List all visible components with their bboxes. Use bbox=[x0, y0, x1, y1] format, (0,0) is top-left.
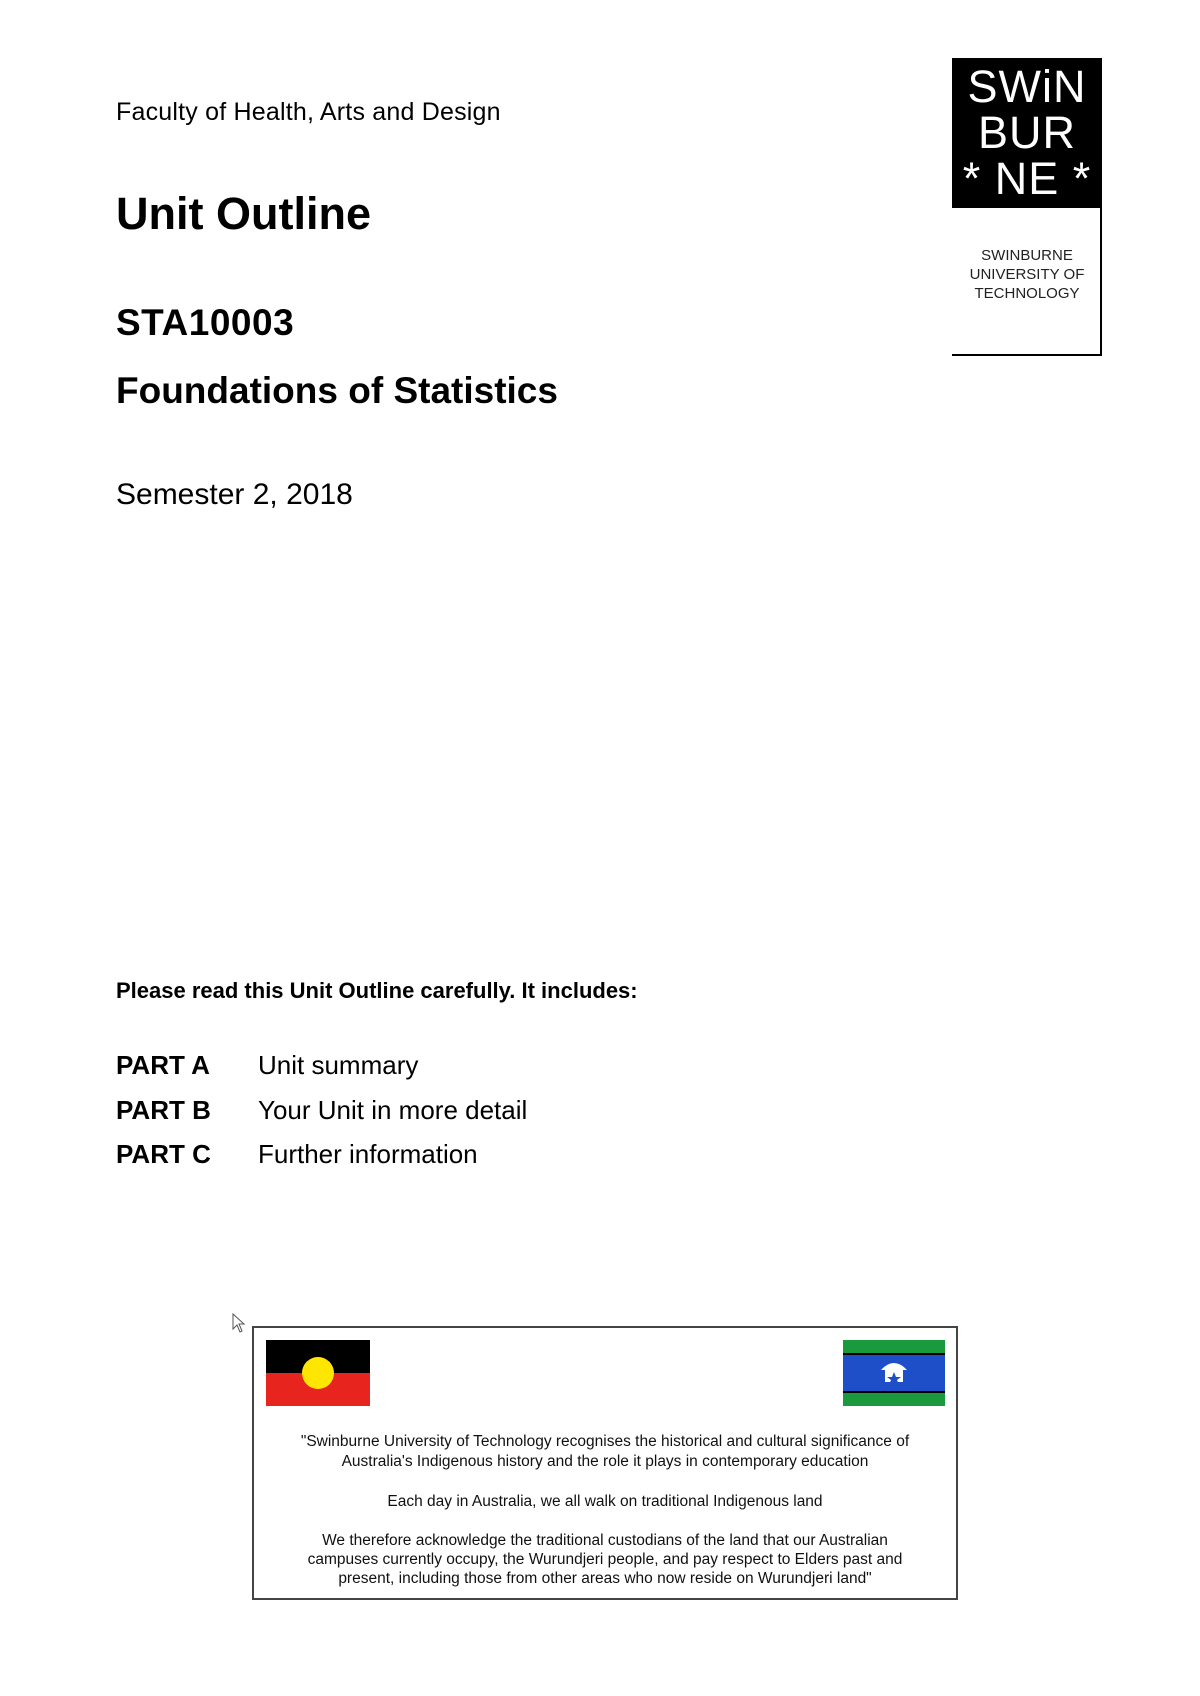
part-description: Further information bbox=[258, 1139, 478, 1169]
part-label: PART C bbox=[116, 1139, 211, 1169]
part-label: PART A bbox=[116, 1050, 210, 1080]
faculty-name: Faculty of Health, Arts and Design bbox=[116, 98, 501, 126]
acknowledgement-line: We therefore acknowledge the traditional custodians of the land that our Australian bbox=[322, 1532, 888, 1549]
logo-sub-2: UNIVERSITY OF bbox=[969, 266, 1085, 283]
logo-line-2: BUR bbox=[977, 107, 1076, 158]
logo-subtitle-panel bbox=[952, 208, 1102, 356]
torres-strait-islander-flag-icon bbox=[843, 1340, 945, 1406]
unit-code: STA10003 bbox=[116, 302, 295, 343]
logo-line-1: SWiN bbox=[967, 61, 1087, 112]
acknowledgement-line: Australia's Indigenous history and the role it plays in contemporary education bbox=[341, 1453, 869, 1470]
logo-sub-1: SWINBURNE bbox=[981, 247, 1073, 264]
aboriginal-flag-icon bbox=[266, 1340, 370, 1406]
part-description: Your Unit in more detail bbox=[258, 1095, 528, 1125]
acknowledgement-line: "Swinburne University of Technology recognises the historical and cultural significance of bbox=[300, 1433, 910, 1450]
part-label: PART B bbox=[116, 1095, 211, 1125]
university-logo bbox=[952, 58, 1102, 356]
part-description: Unit summary bbox=[258, 1050, 419, 1080]
logo-line-3: * NE * bbox=[962, 153, 1092, 204]
part-row-b bbox=[116, 1095, 816, 1129]
unit-name: Foundations of Statistics bbox=[116, 370, 558, 411]
part-row-a bbox=[116, 1050, 816, 1084]
mouse-cursor-icon bbox=[232, 1313, 246, 1333]
acknowledgement-line: Each day in Australia, we all walk on traditional Indigenous land bbox=[387, 1493, 823, 1510]
part-row-c bbox=[116, 1139, 816, 1173]
logo-wordmark bbox=[952, 58, 1102, 208]
indigenous-acknowledgement-box bbox=[252, 1326, 958, 1600]
logo-sub-3: TECHNOLOGY bbox=[974, 285, 1080, 302]
read-note: Please read this Unit Outline carefully. It includes: bbox=[116, 978, 638, 1003]
document-title: Unit Outline bbox=[116, 188, 371, 239]
acknowledgement-line: campuses currently occupy, the Wurundjeri people, and pay respect to Elders past and bbox=[307, 1551, 903, 1568]
acknowledgement-line: present, including those from other areas who now reside on Wurundjeri land" bbox=[338, 1570, 872, 1587]
semester: Semester 2, 2018 bbox=[116, 478, 353, 511]
